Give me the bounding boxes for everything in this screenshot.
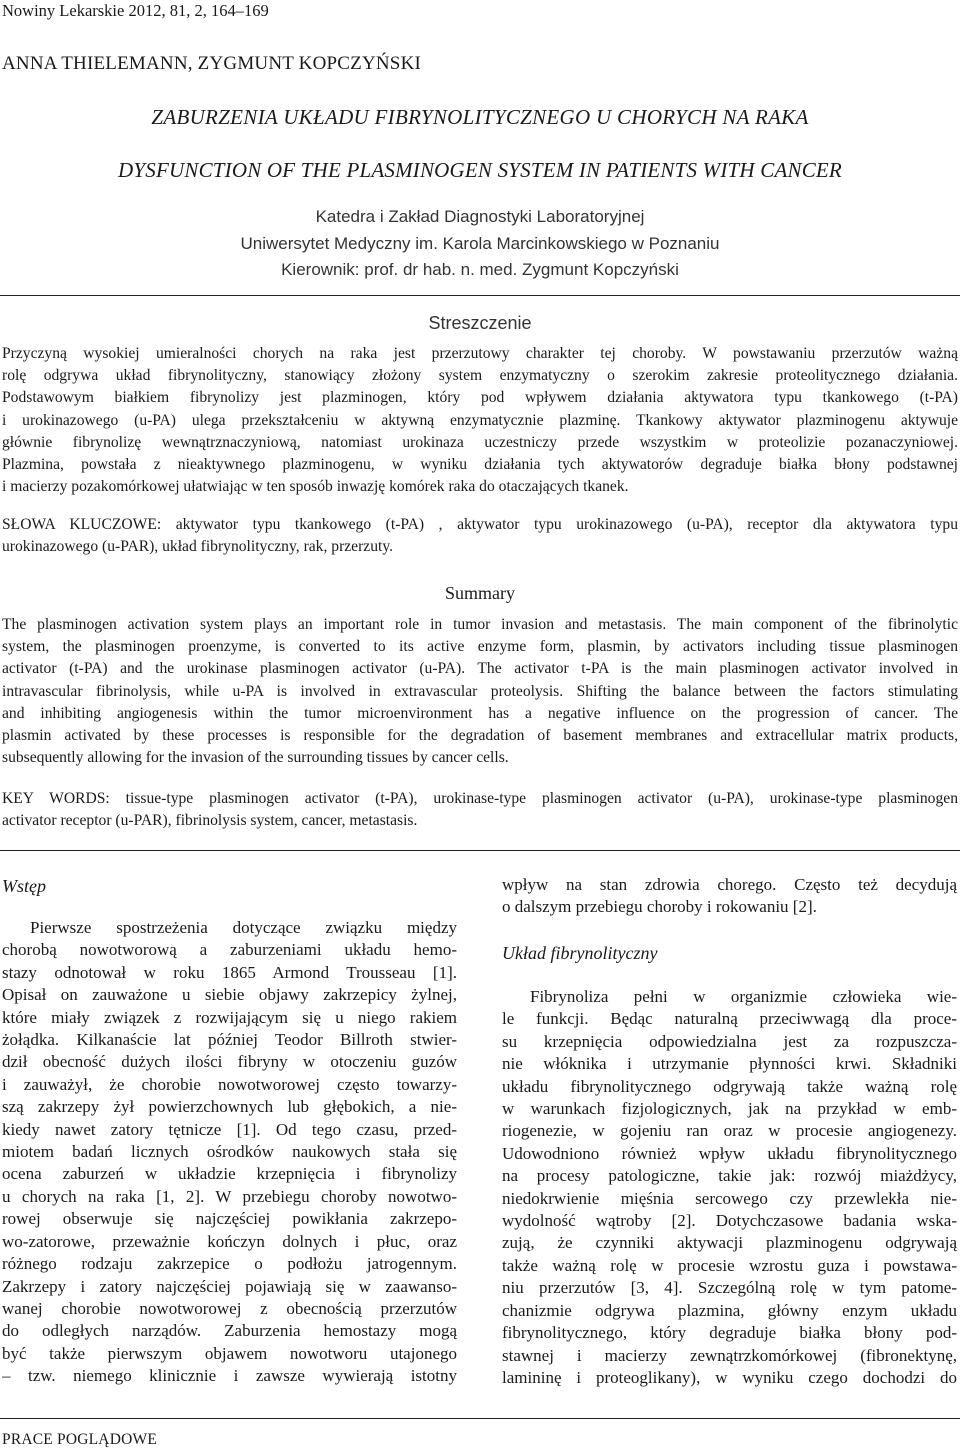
keywords-english <box>2 788 958 832</box>
body-line: szą zakrzepy żył powierzchownych lub głębokich, a nie- <box>2 1097 457 1117</box>
summary-body <box>2 614 958 769</box>
body-line: wo-zatorowe, przeważnie kończyn dolnych i płuc, oraz <box>2 1231 457 1251</box>
summary-line: intravascular fibrinolysis, while u-PA is involved in extravascular proteolysis. Shifting the balance between the factors stimulating <box>2 682 958 700</box>
keywords-polish <box>2 514 958 558</box>
body-line: – tzw. niemego klinicznie i zawsze wywierają istotny <box>2 1366 457 1386</box>
body-line: niedokrwienie mięśnia sercowego czy przewlekła nie- <box>502 1188 957 1208</box>
summary-heading: Summary <box>445 583 515 603</box>
summary-line: activator (t-PA) and the urokinase plasminogen activator (u-PA). The activator t-PA is the main plasminogen activator involved in <box>2 660 958 678</box>
body-line: wanej chorobie nowotworowej z obecnością przerzutów <box>2 1298 457 1318</box>
summary-line: subsequently allowing for the invasion of the surrounding tissues by cancer cells. <box>2 749 509 767</box>
body-line: Pierwsze spostrzeżenia dotyczące związku między <box>30 918 457 937</box>
body-line: u chorych na raka [1, 2]. W przebiegu choroby nowotwo- <box>2 1186 457 1206</box>
affiliation-line: Katedra i Zakład Diagnostyki Laboratoryjnej <box>315 207 645 226</box>
summary-line: plasmin activated by these processes is responsible for the degradation of basement membranes and extracellular matrix products, <box>2 727 958 745</box>
keywords-line: SŁOWA KLUCZOWE: aktywator typu tkankowego (t-PA) , aktywator typu urokinazowego (u-PA), receptor dla aktywatora typu <box>2 516 958 533</box>
abstract-line: Plazmina, powstała z nieaktywnego plazminogenu, w wyniku działania tych aktywatorów degraduje białka błony podstawnej <box>2 456 958 474</box>
body-line: dził obecność dużych ilości fibryny w otoczeniu guzów <box>2 1052 457 1072</box>
body-line: chanizmie odgrywa plazmina, główny enzym układu <box>502 1300 957 1320</box>
body-line: układu fibrynolitycznego odgrywają także ważną rolę <box>502 1076 957 1096</box>
abstract-line: głównie fibrynolizę wewnątrznaczyniową, natomiast urokinaza uczestniczy przede wszystkim w proteolizie pozanaczyniowej. <box>2 433 958 451</box>
summary-line: system, the plasminogen proenzyme, is converted to its active enzyme form, plasmin, by activators including tissue plasminogen <box>2 638 958 656</box>
body-line: w warunkach fizjologicznych, jak na przykład w emb- <box>502 1099 957 1119</box>
abstract-line: Podstawowym białkiem fibrynolizy jest plazminogen, który pod wpływem działania aktywatora typu tkankowego (t-PA) <box>2 389 958 407</box>
body-line: żołądka. Kilkanaście lat później Teodor Billroth stwier- <box>2 1030 457 1050</box>
body-line: su krzepnięcia odpowiedzialna jest za rozpuszcza- <box>502 1031 957 1051</box>
body-line: Fibrynoliza pełni w organizmie człowieka wie- <box>530 987 957 1006</box>
title-polish: ZABURZENIA UKŁADU FIBRYNOLITYCZNEGO U CHORYCH NA RAKA <box>151 105 809 129</box>
body-line: do odległych narządów. Zaburzenia hemostazy mogą <box>2 1321 457 1341</box>
body-line: Zakrzepy i zatory najczęściej pojawiają się w zaawanso- <box>2 1276 457 1296</box>
affiliation <box>0 204 960 284</box>
body-line: stazy odnotował w roku 1865 Armond Trousseau [1]. <box>2 962 457 982</box>
body-line: lamininę i proteoglikany), w wyniku czego dochodzi do <box>502 1367 957 1387</box>
abstract-line: rolę odgrywa układ fibrynolityczny, stanowiący złożony system enzymatyczny o szerokim zakresie proteolitycznego działania. <box>2 367 958 385</box>
body-line: także ważną rolę w procesie wzrostu guza i powstawa- <box>502 1255 957 1275</box>
body-line: stawnej i macierzy zewnątrzkomórkowej (fibronektynę, <box>502 1345 957 1365</box>
affiliation-line: Uniwersytet Medyczny im. Karola Marcinkowskiego w Poznaniu <box>240 233 720 253</box>
body-line: Opisał on zauważone u siebie objawy zakrzepicy żylnej, <box>2 985 457 1005</box>
body-line: Udowodniono również wpływ układu fibrynolitycznego <box>502 1143 957 1163</box>
body-line: chorobą nowotworową a zaburzeniami układu hemo- <box>2 940 457 960</box>
body-line: na procesy patologiczne, takie jak: rozwój miażdżycy, <box>502 1166 957 1186</box>
title-english: DYSFUNCTION OF THE PLASMINOGEN SYSTEM IN PATIENTS WITH CANCER <box>118 158 842 182</box>
body-line: zują, że czynniki aktywacji plazminogenu odgrywają <box>502 1233 957 1253</box>
body-line: fibrynolitycznego, który degraduje białka błony pod- <box>502 1323 957 1343</box>
body-line: kiedy nawet zatory tętnicze [1]. Od tego czasu, przed- <box>2 1119 457 1139</box>
body-line: różnego rodzaju zakrzepice o podłożu jatrogennym. <box>2 1254 457 1274</box>
keywords-line: activator receptor (u-PAR), fibrinolysis system, cancer, metastasis. <box>2 812 418 830</box>
body-line: i zauważył, że chorobie nowotworowej często towarzy- <box>2 1074 457 1094</box>
body-line: które miały związek z rozwijającym się u niego rakiem <box>2 1007 457 1027</box>
keywords-line: KEY WORDS: tissue-type plasminogen activator (t-PA), urokinase-type plasminogen activator (u-PA), urokinase-type plasminogen <box>2 790 958 807</box>
body-line: być także pierwszym objawem nowotworu utajonego <box>2 1343 457 1363</box>
left-column-body <box>2 917 457 1388</box>
body-line: ocena zaburzeń w układzie krzepnięcia i fibrynolizy <box>2 1164 457 1184</box>
body-line: wpływ na stan zdrowia chorego. Często też decydują <box>502 875 957 894</box>
abstract-line: Przyczyną wysokiej umieralności chorych na raka jest przerzutowy charakter tej choroby. W powstawaniu przerzutów ważną <box>2 345 958 362</box>
body-line: le funkcji. Będąc naturalną przeciwwagą dla proce- <box>502 1009 957 1029</box>
section-heading-fibrinolytic-system: Układ fibrynolityczny <box>502 943 658 963</box>
body-line: rowej obserwuje się najczęściej powikłania zakrzepo- <box>2 1209 457 1229</box>
summary-line: and inhibiting angiogenesis within the tumor microenvironment has a negative influence on the progression of cancer. The <box>2 704 958 722</box>
keywords-line: urokinazowego (u-PAR), układ fibrynolityczny, rak, przerzuty. <box>2 538 394 556</box>
footer-divider <box>0 1418 960 1419</box>
abstract-body <box>2 343 958 498</box>
abstract-line: i urokinazowego (u-PA) ulega przekształceniu w aktywną enzymatycznie plazminę. Tkankowy aktywator plazminogenu aktywuje <box>2 411 958 429</box>
body-line: nie włóknika i utrzymanie płynności krwi. Składniki <box>502 1054 957 1074</box>
body-line: niu przerzutów [3, 4]. Szczególną rolę w tym patome- <box>502 1278 957 1298</box>
body-line: miotem badań licznych ośrodków naukowych stała się <box>2 1142 457 1162</box>
body-line: wydolność wątroby [2]. Dotychczasowe badania wska- <box>502 1211 957 1231</box>
summary-line: The plasminogen activation system plays an important role in tumor invasion and metastasis. The main component of the fibrinolytic <box>2 616 958 633</box>
abstract-divider <box>0 850 960 851</box>
abstract-line: i macierzy pozakomórkowej ułatwiając w ten sposób inwazję komórek raka do otaczających tkanek. <box>2 478 629 496</box>
affiliation-line: Kierownik: prof. dr hab. n. med. Zygmunt Kopczyński <box>281 260 679 279</box>
authors: ANNA THIELEMANN, ZYGMUNT KOPCZYŃSKI <box>2 53 422 74</box>
abstract-heading: Streszczenie <box>428 313 532 333</box>
right-column-continuation <box>502 874 957 919</box>
body-line: riogenezie, w gojeniu ran oraz w procesie angiogenezy. <box>502 1121 957 1141</box>
footer-section-label: PRACE POGLĄDOWE <box>2 1431 157 1448</box>
section-heading-introduction: Wstęp <box>2 876 46 896</box>
header-divider <box>0 295 960 296</box>
body-line: o dalszym przebiegu choroby i rokowaniu [2]. <box>502 897 817 917</box>
journal-citation: Nowiny Lekarskie 2012, 81, 2, 164–169 <box>2 1 269 20</box>
right-column-body <box>502 986 957 1389</box>
